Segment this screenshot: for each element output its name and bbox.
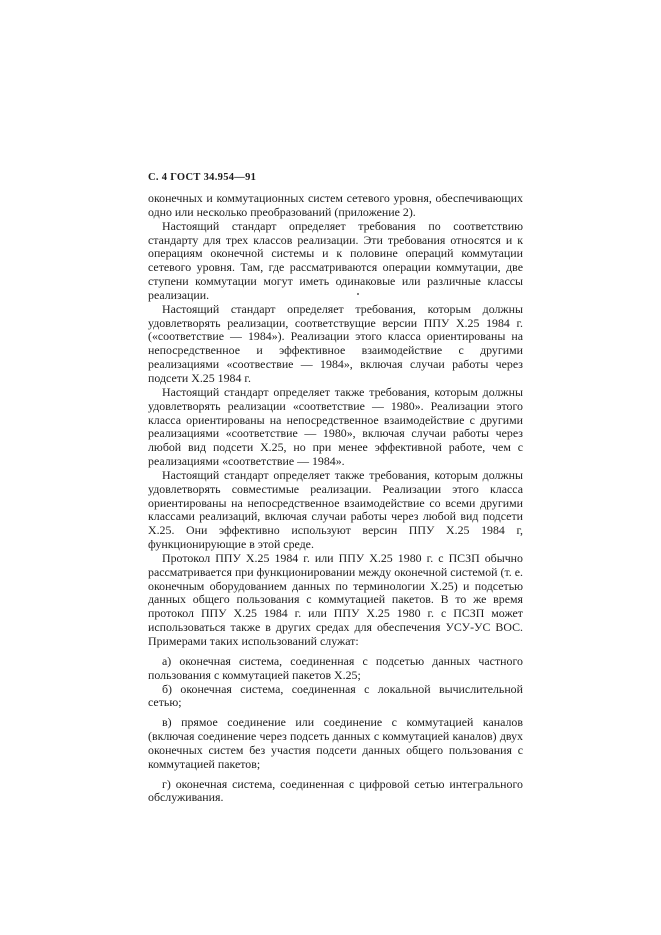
body-text xyxy=(148,192,523,805)
list-item: в) прямое соединение или соединение с коммутацией каналов (включая соединение через подсеть данных с коммутацией каналов) двух оконечных систем без участия подсети данных общего пользования с коммутацией пакетов; xyxy=(148,715,523,771)
paragraph: оконечных и коммутационных систем сетевого уровня, обеспечивающих одно или несколько преобразований (приложение 2). xyxy=(148,191,523,219)
list-item: б) оконечная система, соединенная с локальной вычислительной сетью; xyxy=(148,681,523,710)
print-speck xyxy=(357,293,359,295)
paragraph: Протокол ППУ X.25 1984 г. или ППУ X.25 1980 г. с ПСЗП обычно рассматривается при функционировании между оконечной системой (т. е. оконечным оборудованием данных по терминологии X.25) и подсетью данных общего пользования с коммутацией пакетов. В то же время протокол ППУ X.25 1984 г. или ППУ X.25 1980 г. с ПСЗП может использоваться также в других средах для обеспечения УСУ-УС ВОС. Примерами таких использований служат: xyxy=(148,550,523,648)
page-header: С. 4 ГОСТ 34.954—91 xyxy=(148,172,257,183)
paragraph: Настоящий стандарт определяет также требования, которым должны удовлетворять совместимые реализации. Реализации этого класса ориентированы на непосредственное взаимодействие со всеми другими классами реализаций, включая случаи работы через любой вид подсети X.25. Они эффективно используют версин ППУ X.25 1984 г, функционирующие в этой среде. xyxy=(148,467,523,552)
paragraph: Настоящий стандарт определяет требования по соответствию стандарту для трех классов реализации. Эти требования относятся и к операциям оконечной системы и к половине операций коммутации сетевого уровня. Там, где рассматриваются операции коммутации, две ступени коммутации могут иметь одинаковые или различные классы реализации. xyxy=(148,218,523,302)
list-item: а) оконечная система, соединенная с подсетью данных частного пользования с коммутацией пакетов X.25; xyxy=(148,653,523,682)
paragraph: Настоящий стандарт определяет требования, которым должны удовлетворять реализации, соответствущие версии ППУ X.25 1984 г. («соответствие — 1984»). Реализации этого класса ориентированы на непосредственное и эффективное взаимодействие с другими реализациями «соотвествие — 1984», включая случаи работы через подсети X.25 1984 г. xyxy=(148,301,523,385)
list-item: г) оконечная система, соединенная с цифровой сетью интегрального обслуживания. xyxy=(148,776,523,805)
paragraph: Настоящий стандарт определяет также требования, которым должны удовлетворять реализации «соответствие — 1980». Реализации этого класса ориентированы на непосредственное взаимодействие с другими реализациями «соответствие — 1980», включая случаи работы через любой вид подсети X.25, но при менее эффективной работе, чем с реализациями «соответствие — 1984». xyxy=(148,384,523,469)
